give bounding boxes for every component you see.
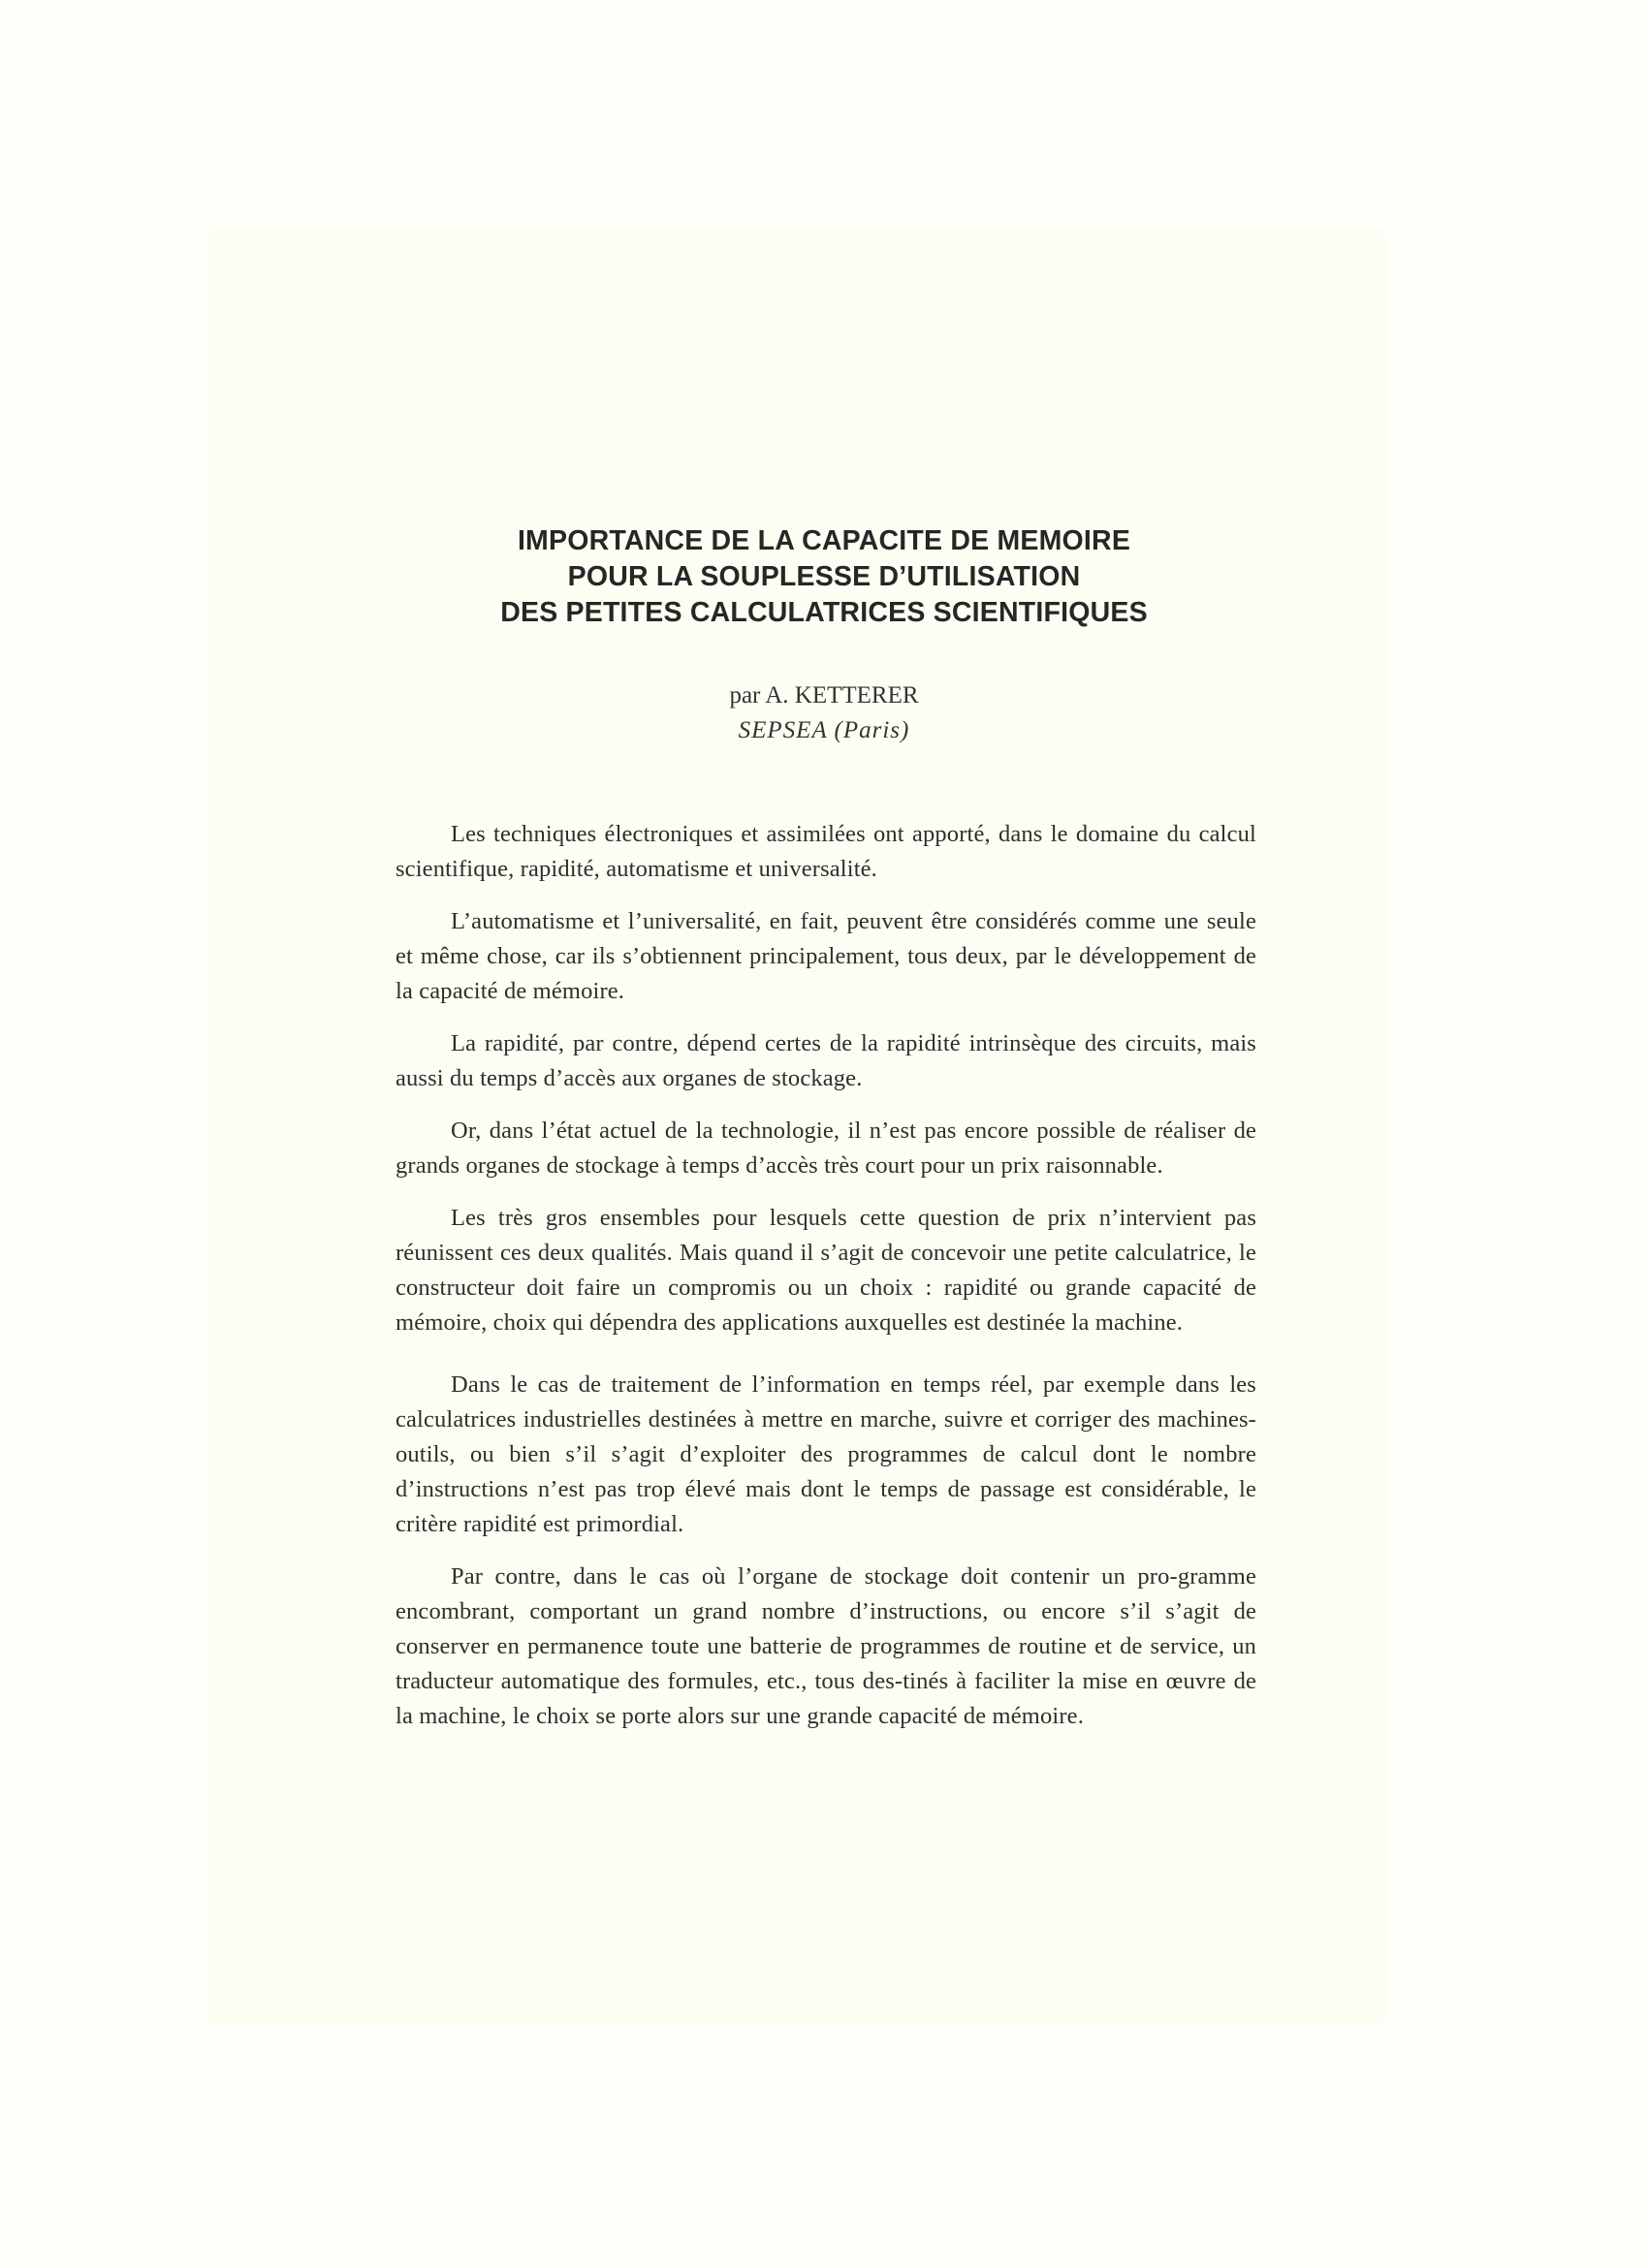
article-title: [291, 523, 1357, 631]
paragraph-5: Les très gros ensembles pour lesquels cette question de prix n’intervient pas réunissent ces deux qualités. Mais quand il s’agit de concevoir une petite calculatrice, le constructeur doit faire un compromis ou un choix : rapidité ou grande capacité de mémoire, choix qui dépendra des applications auxquelles est destinée la machine.: [396, 1205, 1256, 1336]
article-body: [396, 817, 1256, 1751]
byline: [291, 678, 1357, 748]
paragraph-4: Or, dans l’état actuel de la technologie, il n’est pas encore possible de réaliser de grands organes de stockage à temps d’accès très court pour un prix raisonnable.: [396, 1118, 1256, 1179]
author-affiliation: SEPSEA (Paris): [738, 717, 910, 743]
paragraph-6: Dans le cas de traitement de l’information en temps réel, par exemple dans les calculatrices industrielles destinées à mettre en marche, suivre et corriger des machines-outils, ou bien s’il s’agit d’exploiter des programmes de calcul dont le nombre d’instructions n’est pas trop élevé mais dont le temps de passage est considérable, le critère rapidité est primordial.: [396, 1371, 1256, 1537]
author-name: par A. KETTERER: [729, 682, 919, 709]
paragraph-3: La rapidité, par contre, dépend certes de la rapidité intrinsèque des circuits, mais aussi du temps d’accès aux organes de stockage.: [396, 1030, 1256, 1091]
paragraph-7: Par contre, dans le cas où l’organe de stockage doit contenir un pro-gramme encombrant, comportant un grand nombre d’instructions, ou encore s’il s’agit de conserver en permanence toute une batterie de programmes de routine et de service, un traducteur automatique des formules, etc., tous des-tinés à faciliter la mise en œuvre de la machine, le choix se porte alors sur une grande capacité de mémoire.: [396, 1563, 1256, 1729]
title-line-1: IMPORTANCE DE LA CAPACITE DE MEMOIRE: [517, 525, 1131, 556]
paragraph-1: Les techniques électroniques et assimilées ont apporté, dans le domaine du calcul scientifique, rapidité, automatisme et universalité.: [396, 821, 1256, 882]
paragraph-2: L’automatisme et l’universalité, en fait, peuvent être considérés comme une seule et même chose, car ils s’obtiennent principalement, tous deux, par le développement de la capacité de mémoire.: [396, 908, 1256, 1004]
title-line-2: POUR LA SOUPLESSE D’UTILISATION: [567, 561, 1081, 592]
title-line-3: DES PETITES CALCULATRICES SCIENTIFIQUES: [500, 597, 1148, 628]
